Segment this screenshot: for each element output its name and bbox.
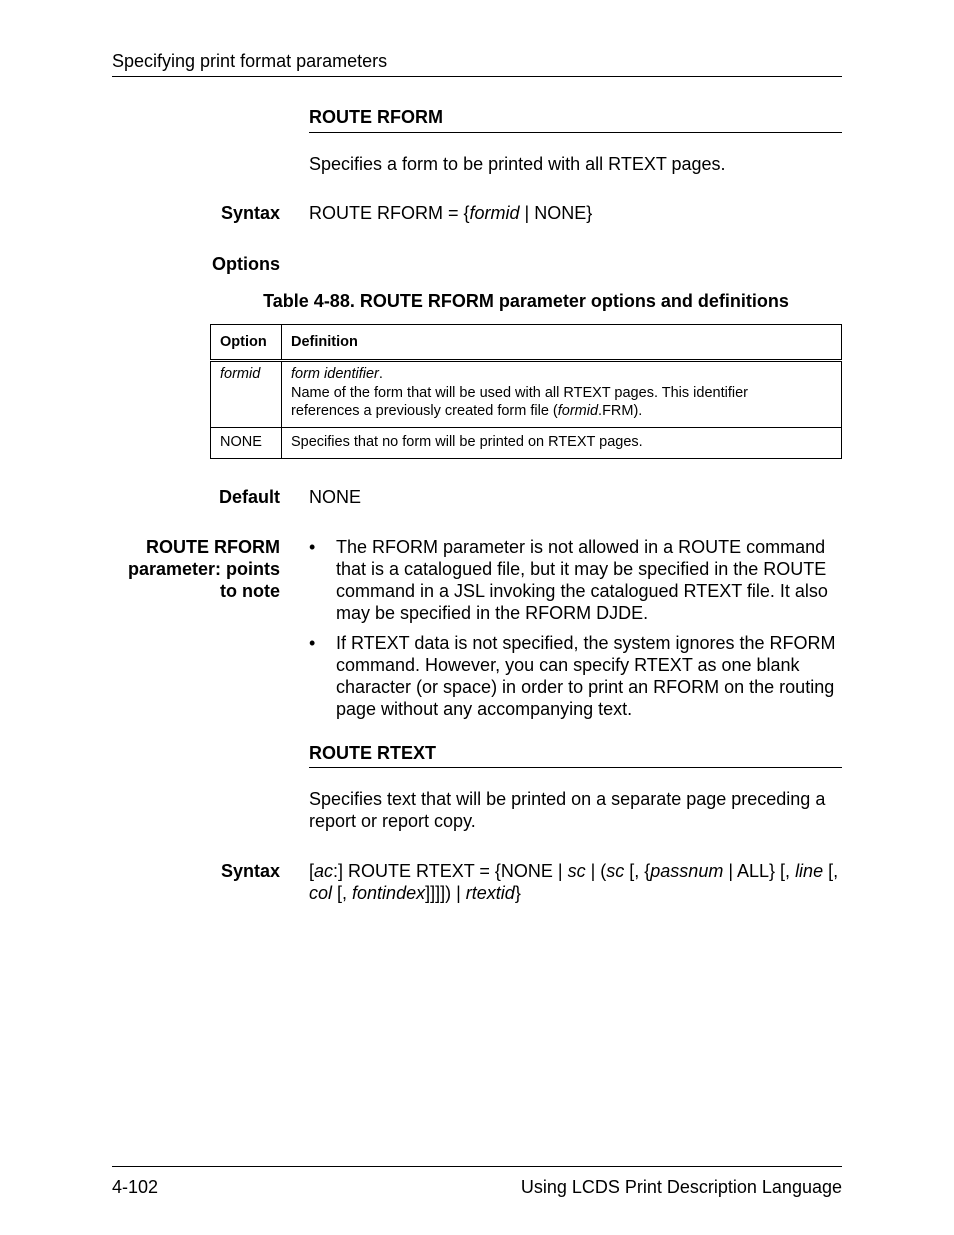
syntax-literal: [, { bbox=[624, 861, 651, 881]
syntax-literal: | ALL} [, bbox=[723, 861, 796, 881]
syntax-arg: passnum bbox=[650, 861, 724, 881]
definition-line-post: .FRM). bbox=[598, 403, 643, 419]
syntax-arg: col bbox=[309, 883, 333, 903]
syntax-label: Syntax bbox=[220, 203, 280, 223]
definition-title-period: . bbox=[378, 366, 383, 382]
section-rule bbox=[309, 767, 842, 768]
table-cell-option: formid bbox=[211, 361, 282, 428]
table-cell-definition bbox=[282, 361, 842, 428]
syntax-arg: formid bbox=[469, 203, 520, 223]
section-heading-route-rtext: ROUTE RTEXT bbox=[309, 743, 437, 763]
default-value: NONE bbox=[309, 487, 362, 507]
syntax-literal: :] ROUTE RTEXT = {NONE | bbox=[333, 861, 568, 881]
options-table bbox=[210, 324, 842, 459]
header-rule bbox=[112, 76, 842, 77]
note-text: The RFORM parameter is not allowed in a ROUTE command that is a catalogued file, but it may be specified in the ROUTE command in a JSL invoking the catalogued RTEXT file. It also may be specified in the RFORM DJDE. bbox=[336, 537, 828, 623]
definition-line: Name of the form that will be used with all RTEXT pages. This identifier bbox=[291, 384, 748, 401]
bullet-icon: • bbox=[309, 633, 316, 653]
definition-line-pre: references a previously created form file ( bbox=[291, 403, 558, 419]
page-number: 4-102 bbox=[112, 1177, 159, 1197]
syntax-arg: fontindex bbox=[352, 883, 426, 903]
syntax-literal: ]]]]) | bbox=[425, 883, 466, 903]
definition-title-text: form identifier bbox=[291, 366, 379, 382]
definition-line-italic: formid bbox=[557, 403, 599, 419]
syntax-text bbox=[309, 202, 849, 224]
definition-title bbox=[291, 365, 832, 384]
syntax-arg: ac bbox=[314, 861, 334, 881]
running-header: Specifying print format parameters bbox=[112, 51, 388, 71]
default-label: Default bbox=[218, 487, 280, 507]
syntax-arg: sc bbox=[606, 861, 625, 881]
table-row bbox=[211, 427, 842, 458]
section-description: Specifies a form to be printed with all RTEXT pages. bbox=[309, 154, 726, 174]
syntax-literal: | ( bbox=[585, 861, 607, 881]
table-caption: Table 4-88. ROUTE RFORM parameter options and definitions bbox=[263, 291, 789, 311]
notes-label-line: ROUTE RFORM bbox=[146, 537, 280, 557]
table-cell-option: NONE bbox=[211, 427, 282, 458]
list-item bbox=[309, 536, 842, 624]
bullet-icon: • bbox=[309, 537, 316, 557]
note-text: If RTEXT data is not specified, the system ignores the RFORM command. However, you can specify RTEXT as one blank character (or space) in order to print an RFORM on the routing page without any accompanying text. bbox=[336, 633, 836, 719]
list-item bbox=[309, 632, 842, 720]
options-label: Options bbox=[212, 254, 280, 274]
table-header-definition: Definition bbox=[282, 325, 842, 361]
syntax-literal: [, bbox=[823, 861, 839, 881]
syntax-literal: [ bbox=[309, 861, 315, 881]
definition-line bbox=[291, 402, 832, 421]
syntax-arg: sc bbox=[567, 861, 586, 881]
section-rule bbox=[309, 132, 842, 133]
syntax-label: Syntax bbox=[220, 861, 280, 881]
section-heading-route-rform: ROUTE RFORM bbox=[309, 107, 443, 127]
table-row bbox=[211, 361, 842, 428]
syntax-suffix: | NONE} bbox=[519, 203, 593, 223]
notes-label bbox=[128, 536, 280, 602]
book-title: Using LCDS Print Description Language bbox=[520, 1177, 842, 1197]
syntax-literal: [, bbox=[332, 883, 353, 903]
notes-label-line: to note bbox=[220, 581, 280, 601]
section-description: Specifies text that will be printed on a separate page preceding a report or report copy. bbox=[309, 789, 826, 831]
footer-rule bbox=[112, 1166, 842, 1167]
syntax-arg: rtextid bbox=[465, 883, 515, 903]
syntax-literal: } bbox=[514, 883, 521, 903]
table-cell-definition: Specifies that no form will be printed on RTEXT pages. bbox=[282, 427, 842, 458]
notes-label-line: parameter: points bbox=[127, 559, 280, 579]
syntax-prefix: ROUTE RFORM = { bbox=[309, 203, 470, 223]
table-header-option: Option bbox=[211, 325, 282, 361]
syntax-arg: line bbox=[795, 861, 824, 881]
table-header-row bbox=[211, 325, 842, 361]
notes-list bbox=[309, 536, 842, 728]
syntax-text bbox=[309, 860, 842, 904]
